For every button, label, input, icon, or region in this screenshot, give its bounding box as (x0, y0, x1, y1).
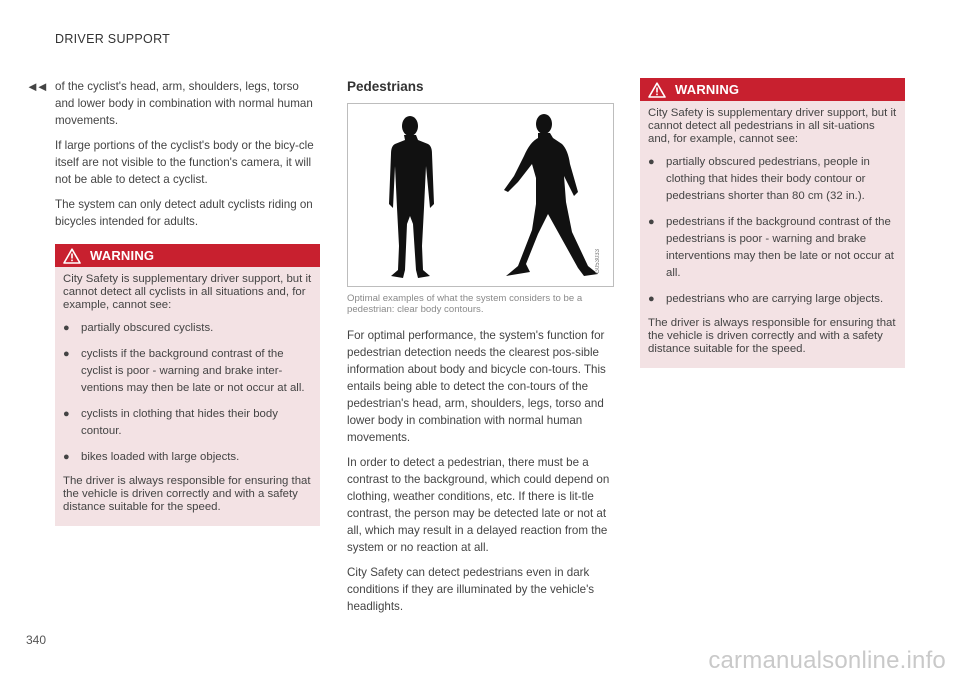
list-item: ● pedestrians who are carrying large objects. (648, 293, 884, 305)
paragraph: City Safety can detect pedestrians even in dark conditions if they are illuminated by the vehicle's headlights. (347, 566, 595, 613)
warning-body (55, 267, 320, 514)
pedestrian-silhouettes (348, 104, 615, 288)
section-heading: Pedestrians (347, 79, 424, 94)
list-item: ● cyclists in clothing that hides their body contour. (63, 408, 278, 437)
warning-triangle-icon (63, 248, 81, 264)
warning-intro: City Safety is supplementary driver support, but it cannot detect all pedestrians in all sit-uations and, for example, cannot see: (648, 107, 897, 145)
warning-header (55, 244, 320, 267)
list-item: ● bikes loaded with large objects. (63, 451, 240, 463)
paragraph: If large portions of the cyclist's body or the bicy-cle itself are not visible to the function's camera, it will not be able to detect a cyclist. (55, 139, 314, 186)
page-number: 340 (26, 633, 47, 647)
list-item: ● cyclists if the background contrast of the cyclist is poor - warning and brake inter-ventions may then be late or not occur at all. (63, 348, 305, 394)
figure-caption: Optimal examples of what the system considers to be a pedestrian: clear body contours. (347, 293, 583, 315)
paragraph: The system can only detect adult cyclists riding on bicycles intended for adults. (55, 198, 313, 228)
column-left (55, 78, 320, 526)
figure-code: G053033 (595, 249, 601, 274)
standing-person-silhouette (389, 116, 434, 278)
paragraph: For optimal performance, the system's function for pedestrian detection needs the clearest pos-sible information about body and bicycle con-tours. This entails being able to detect the con-tours of the pedestrian's head, arm, shoulders, legs, torso and lower body in combination with normal human movements. (347, 329, 606, 444)
warning-intro: City Safety is supplementary driver support, but it cannot detect all cyclists in all situations and, for example, cannot see: (63, 273, 312, 311)
warning-list (63, 320, 312, 466)
walking-person-silhouette (504, 114, 598, 276)
warning-outro: The driver is always responsible for ensuring that the vehicle is driven correctly and with a safety distance suitable for the speed. (63, 475, 311, 513)
warning-box-cyclists (55, 244, 320, 526)
list-item: ● partially obscured cyclists. (63, 322, 214, 334)
watermark: carmanualsonline.info (708, 647, 946, 674)
warning-box-pedestrians (640, 78, 905, 368)
list-item: ● pedestrians if the background contrast of the pedestrians is poor - warning and brake interventions may then be late or not occur at all. (648, 216, 894, 279)
warning-list (648, 154, 897, 308)
column-middle (347, 78, 615, 623)
list-item: ● partially obscured pedestrians, people in clothing that hides their body contour or pedestrians shorter than 80 cm (32 in.). (648, 156, 870, 202)
column-right (640, 78, 905, 368)
pedestrian-illustration (347, 103, 614, 287)
warning-header (640, 78, 905, 101)
warning-outro: The driver is always responsible for ensuring that the vehicle is driven correctly and with a safety distance suitable for the speed. (648, 317, 896, 355)
warning-title: WARNING (675, 82, 740, 97)
paragraph: of the cyclist's head, arm, shoulders, legs, torso and lower body in combination with normal human movements. (55, 80, 313, 127)
back-arrows-icon[interactable]: ◄◄ (26, 79, 46, 94)
warning-body (640, 101, 905, 356)
warning-title: WARNING (90, 248, 155, 263)
warning-triangle-icon (648, 82, 666, 98)
section-header: DRIVER SUPPORT (55, 32, 171, 46)
paragraph: In order to detect a pedestrian, there must be a contrast to the background, which could depend on clothing, weather conditions, etc. If there is lit-tle contrast, the person may be detected late or not at all, which may result in a delayed reaction from the system or no reaction at all. (347, 456, 610, 554)
